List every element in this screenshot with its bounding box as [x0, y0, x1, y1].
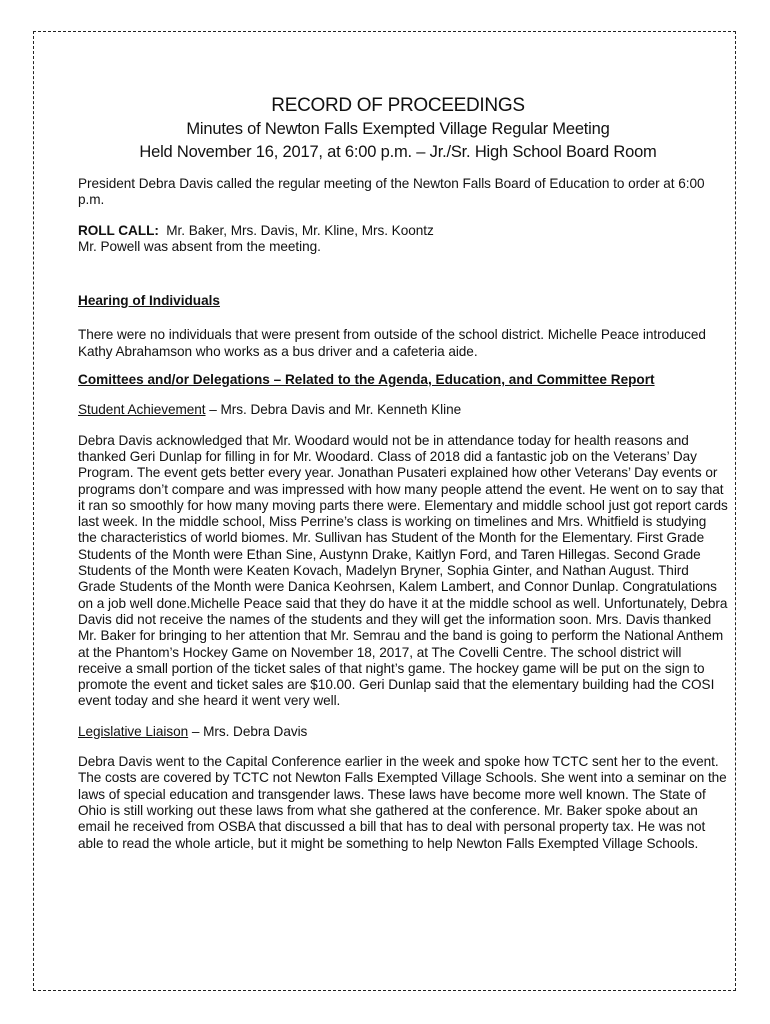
- hearing-heading: Hearing of Individuals: [78, 293, 220, 309]
- roll-call-label: ROLL CALL:: [78, 222, 159, 238]
- student-achievement-paragraph: Debra Davis acknowledged that Mr. Woodard would not be in attendance today for health reasons and thanked Geri Dunlap for filling in for Mr. Woodard. Class of 2018 did a fantastic job on the Veterans’ Day Program. The event gets better every year. Jonathan Pusateri explained how other Veterans’ Day events or programs don’t compare and was impressed with how many people attend the event. He went on to say that it ran so smoothly for how many moving parts there were. Elementary and middle school just got report cards last week. In the middle school, Miss Perrine’s class is working on timelines and Mrs. Whitfield is studying the characteristics of world biomes. Mr. Sullivan has Student of the Month for the Elementary. First Grade Students of the Month were Ethan Sine, Austynn Drake, Kaitlyn Ford, and Taren Hillegas. Second Grade Students of the Month were Keaten Kovach, Madelyn Bryner, Sophia Ginter, and Nathan August. Third Grade Students of the Month were Danica Keohrsen, Kalem Lambert, and Connor Dunlap. Congratulations on a job well done.Michelle Peace said that they do have it at the middle school as well. Unfortunately, Debra Davis did not receive the names of the students and they will get the information soon. Mrs. Davis thanked Mr. Baker for bringing to her attention that Mr. Semrau and the band is going to perform the National Anthem at the Phantom’s Hockey Game on November 18, 2017, at The Covelli Centre. The school district will receive a small portion of the ticket sales of that night’s game. The hockey game will be put on the sign to promote the event and ticket sales are $10.00. Geri Dunlap said that the elementary building had the COSI event today and she heard it went very well.: [78, 432, 728, 709]
- legislative-liaison-members: – Mrs. Debra Davis: [188, 723, 308, 739]
- call-to-order-paragraph: President Debra Davis called the regular meeting of the Newton Falls Board of Education to order at 6:00 p.m.: [78, 176, 705, 208]
- legislative-liaison-paragraph: Debra Davis went to the Capital Conference earlier in the week and spoke how TCTC sent her to the event. The costs are covered by TCTC not Newton Falls Exempted Village Schools. She went into a seminar on the laws of special education and transgender laws. These laws have become more well known. The State of Ohio is still working out these laws from what she gathered at the conference. Mr. Baker spoke about an email he received from OSBA that discussed a bill that has to deal with personal property tax. He was not able to read the whole article, but it might be something to help Newton Falls Exempted Village Schools.: [78, 754, 727, 851]
- meeting-date-location: Held November 16, 2017, at 6:00 p.m. – Jr./Sr. High School Board Room: [139, 143, 657, 161]
- committees-heading: Comittees and/or Delegations – Related to the Agenda, Education, and Committee Report: [78, 372, 655, 388]
- document-header: [68, 94, 728, 164]
- roll-call-absent: Mr. Powell was absent from the meeting.: [78, 238, 321, 254]
- roll-call-present: Mr. Baker, Mrs. Davis, Mr. Kline, Mrs. Koontz: [166, 222, 434, 238]
- roll-call-paragraph: [78, 223, 728, 256]
- legislative-liaison-heading: [78, 724, 728, 740]
- meeting-subtitle: Minutes of Newton Falls Exempted Village Regular Meeting: [186, 120, 610, 138]
- hearing-paragraph: There were no individuals that were present from outside of the school district. Michelle Peace introduced Kathy Abrahamson who works as a bus driver and a cafeteria aide.: [78, 327, 706, 359]
- student-achievement-members: – Mrs. Debra Davis and Mr. Kenneth Kline: [205, 402, 462, 418]
- student-achievement-heading: [78, 402, 728, 418]
- document-body: [78, 94, 728, 852]
- legislative-liaison-title: Legislative Liaison: [78, 723, 189, 739]
- student-achievement-title: Student Achievement: [78, 402, 206, 418]
- record-title: RECORD OF PROCEEDINGS: [271, 95, 525, 116]
